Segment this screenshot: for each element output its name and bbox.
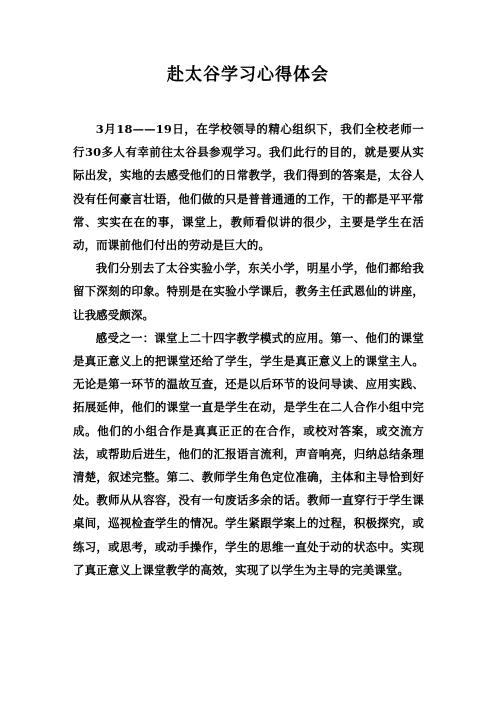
paragraph-schools: 我们分别去了太谷实验小学，东关小学，明星小学，他们都给我留下深刻的印象。特别是在实验小学课后，教务主任武恩仙的讲座，让我感受颇深。: [73, 261, 424, 322]
document-body: [73, 118, 424, 582]
document-title: 赴太谷学习心得体会: [167, 65, 329, 85]
paragraph-reflection-one: 感受之一：课堂上二十四字教学模式的应用。第一、他们的课堂是真正意义上的把课堂还给了学生，学生是真正意义上的课堂主人。无论是第一环节的温故互查，还是以后环节的设问导读、应用实践、拓展延伸，他们的课堂一直是学生在动，是学生在二人合作小组中完成。他们的小组合作是真真正正的在合作，或校对答案，或交流方法，或帮助后进生，他们的汇报语言流利，声音响亮，归纳总结条理清楚，叙述完整。第二、教师学生角色定位准确，主体和主导恰到好处。教师从从容容，没有一句废话多余的话。教师一直穿行于学生课桌间，巡视检查学生的情况。学生紧跟学案上的过程，积极探究，或练习，或思考，或动手操作，学生的思维一直处于动的状态中。实现了真正意义上课堂教学的高效，实现了以学生为主导的完美课堂。: [73, 330, 424, 577]
paragraph-intro: 3月18——19日，在学校领导的精心组织下，我们全校老师一行30多人有幸前往太谷县参观学习。我们此行的目的，就是要从实际出发，实地的去感受他们的日常教学，我们得到的答案是，太谷人没有任何豪言壮语，他们做的只是普普通通的工作，干的都是平平常常、实实在在的事，课堂上，教师看似讲的很少，主要是学生在活动，而课前他们付出的劳动是巨大的。: [73, 122, 424, 253]
